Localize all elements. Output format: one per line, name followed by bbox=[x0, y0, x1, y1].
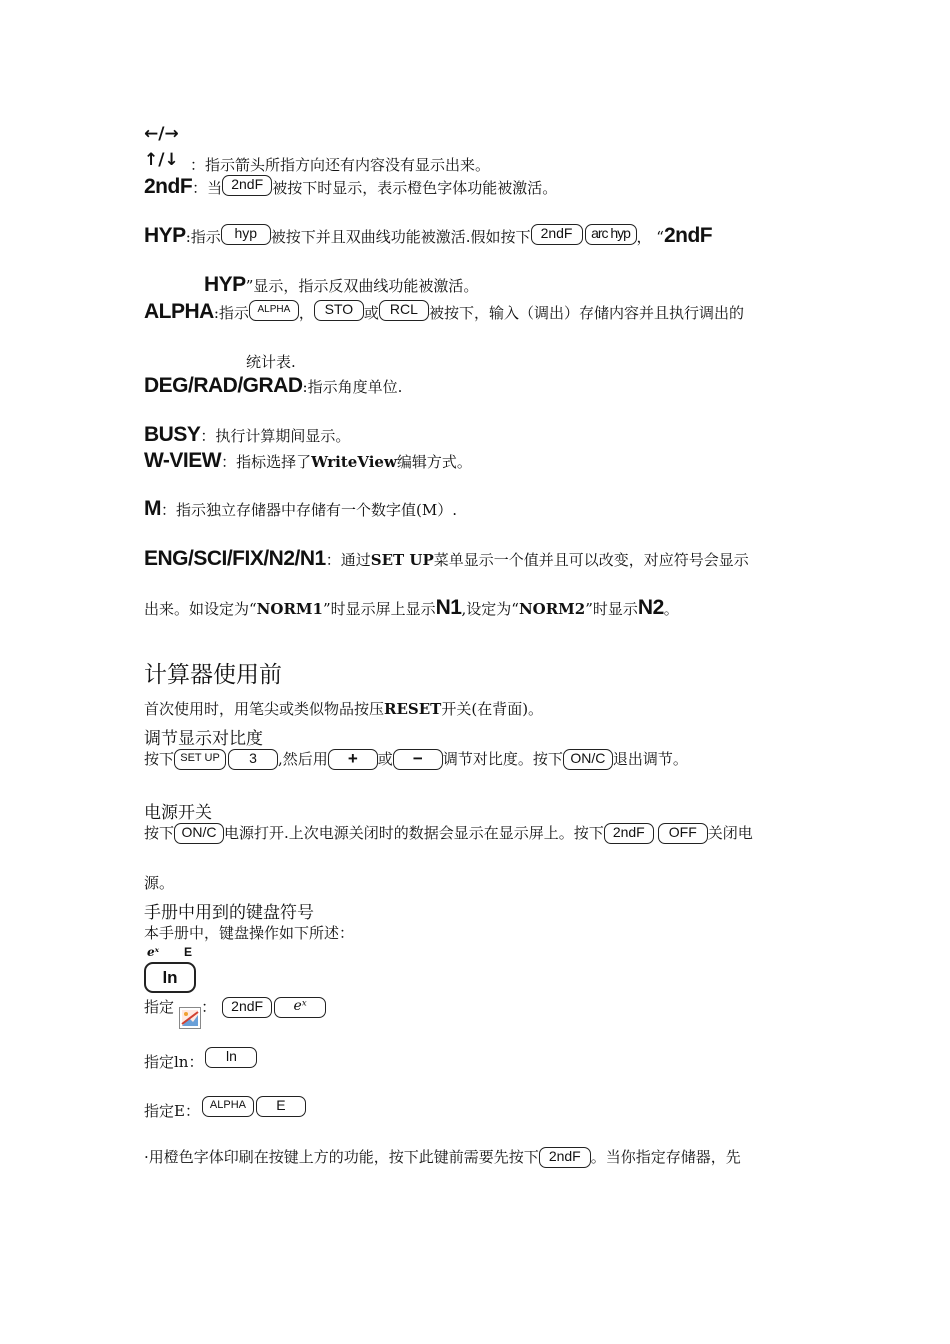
section-title-before-use: 计算器使用前 bbox=[144, 662, 282, 688]
key-2ndf: 2ndF bbox=[531, 224, 583, 245]
wview-desc-bold: WriteView bbox=[311, 453, 397, 471]
subtitle-power: 电源开关 bbox=[144, 803, 212, 823]
spec-e-row bbox=[144, 1096, 306, 1120]
second-f-desc-a: ：当 bbox=[192, 179, 223, 197]
intro-bold: RESET bbox=[384, 700, 442, 718]
spec-ex-colon: ： bbox=[201, 998, 217, 1016]
key-minus: − bbox=[393, 749, 443, 770]
m-indicator: M bbox=[144, 497, 161, 520]
key-on-c: ON/C bbox=[174, 823, 224, 844]
wview-desc-a: ：指标选择了 bbox=[221, 453, 312, 471]
hyp-row-2 bbox=[204, 273, 478, 297]
bottom-a: ·用橙色字体印刷在按键上方的功能，按下此键前需要先按下 bbox=[144, 1148, 539, 1166]
hyp-indicator-2: HYP bbox=[204, 273, 246, 296]
bottom-b: 。当你指定存储器，先 bbox=[590, 1148, 741, 1166]
second-f-desc-b: 被按下时显示，表示橙色字体功能被激活。 bbox=[272, 179, 558, 197]
intro-b: 开关(在背面)。 bbox=[441, 700, 544, 718]
arrows-up-down-symbol: ↑/↓ bbox=[144, 150, 179, 170]
n1-indicator: N1 bbox=[435, 596, 462, 619]
eng-line2-c: ,设定为“ bbox=[461, 600, 519, 618]
deg-rad-grad-indicator: DEG/RAD/GRAD bbox=[144, 374, 303, 397]
second-f-indicator: 2ndF bbox=[144, 175, 193, 198]
keys-intro: 本手册中，键盘操作如下所述： bbox=[144, 924, 355, 942]
alpha-desc-b: 被按下，输入（调出）存储内容并且执行调出的 bbox=[428, 304, 744, 322]
power-b: 电源打开.上次电源关闭时的数据会显示在显示屏上。按下 bbox=[224, 824, 604, 842]
m-desc: ：指示独立存储器中存储有一个数字值(M）. bbox=[161, 501, 457, 519]
key-2ndf: 2ndF bbox=[222, 175, 272, 196]
hyp-row bbox=[144, 224, 712, 248]
alpha-or: 或 bbox=[363, 304, 379, 322]
key-label-e: E bbox=[184, 945, 193, 959]
hyp-line2-text: ”显示，指示反双曲线功能被激活。 bbox=[245, 277, 479, 295]
eng-norm2: NORM2 bbox=[518, 600, 586, 618]
eng-line2-e: 。 bbox=[663, 600, 679, 618]
eng-desc-b: 菜单显示一个值并且可以改变，对应符号会显示 bbox=[433, 551, 749, 569]
spec-ex-label: 指定 bbox=[144, 998, 175, 1016]
contrast-or: 或 bbox=[377, 750, 393, 768]
hyp-indicator: HYP bbox=[144, 224, 186, 247]
key-alpha: ALPHA bbox=[202, 1096, 254, 1117]
key-2ndf: 2ndF bbox=[539, 1147, 591, 1168]
hyp-desc-a: :指示 bbox=[185, 228, 221, 246]
key-off: OFF bbox=[658, 823, 708, 844]
reset-intro bbox=[144, 699, 543, 719]
wview-indicator: W-VIEW bbox=[144, 449, 222, 472]
n2-indicator: N2 bbox=[637, 596, 664, 619]
key-setup: SET UP bbox=[174, 749, 226, 770]
subtitle-keyboard-symbols: 手册中用到的键盘符号 bbox=[144, 903, 314, 923]
deg-row bbox=[144, 374, 402, 398]
key-alpha: ALPHA bbox=[249, 300, 299, 321]
intro-a: 首次使用时，用笔尖或类似物品按压 bbox=[144, 700, 385, 718]
power-c: 关闭电 bbox=[707, 824, 753, 842]
contrast-row bbox=[144, 749, 688, 770]
alpha-row bbox=[144, 300, 744, 324]
deg-desc: :指示角度单位. bbox=[302, 378, 403, 396]
m-row bbox=[144, 497, 457, 521]
eng-line2-b: ”时显示屏上显示 bbox=[322, 600, 436, 618]
power-a: 按下 bbox=[144, 824, 175, 842]
spec-ln-label: 指定ln： bbox=[144, 1053, 204, 1071]
key-hyp: hyp bbox=[221, 224, 271, 245]
spec-e-label: 指定E： bbox=[144, 1102, 200, 1120]
contrast-c: 调节对比度。按下 bbox=[442, 750, 563, 768]
power-line2: 源。 bbox=[144, 874, 175, 892]
contrast-d: 退出调节。 bbox=[612, 750, 688, 768]
key-rcl: RCL bbox=[379, 300, 429, 321]
arrows-left-right-symbol: ←/→ bbox=[144, 124, 179, 144]
busy-indicator: BUSY bbox=[144, 423, 201, 446]
arrows-description: ：指示箭头所指方向还有内容没有显示出来。 bbox=[190, 156, 491, 174]
key-label-ex: eˣ bbox=[147, 945, 160, 959]
key-arc-hyp: arc hyp bbox=[585, 224, 637, 245]
alpha-line2: 统计表. bbox=[246, 353, 296, 371]
spec-ex-row bbox=[144, 997, 326, 1029]
hyp-desc-c: ， “ bbox=[636, 228, 664, 246]
key-sto: STO bbox=[314, 300, 364, 321]
spec-ln-row bbox=[144, 1047, 257, 1071]
alpha-indicator: ALPHA bbox=[144, 300, 214, 323]
bottom-row bbox=[144, 1147, 741, 1168]
busy-row bbox=[144, 423, 350, 447]
eng-line2-d: ”时显示 bbox=[585, 600, 638, 618]
alpha-desc-a: :指示 bbox=[213, 304, 249, 322]
busy-desc: ：执行计算期间显示。 bbox=[200, 427, 351, 445]
eng-sci-fix-indicator: ENG/SCI/FIX/N2/N1 bbox=[144, 547, 326, 570]
wview-row bbox=[144, 449, 472, 473]
key-2ndf: 2ndF bbox=[222, 997, 272, 1018]
eng-desc-a: ：通过 bbox=[325, 551, 371, 569]
key-e: E bbox=[256, 1096, 306, 1117]
broken-image-icon bbox=[179, 1007, 201, 1029]
eng-row-2 bbox=[144, 596, 679, 620]
hyp-desc-b: 被按下并且双曲线功能被激活.假如按下 bbox=[270, 228, 531, 246]
wview-desc-b: 编辑方式。 bbox=[396, 453, 472, 471]
key-plus: + bbox=[328, 749, 378, 770]
eng-row bbox=[144, 547, 749, 571]
hyp-2ndf-indicator: 2ndF bbox=[663, 224, 713, 247]
contrast-a: 按下 bbox=[144, 750, 175, 768]
key-ex: eˣ bbox=[274, 997, 326, 1018]
second-f-row bbox=[144, 175, 557, 199]
eng-desc-bold: SET UP bbox=[370, 551, 434, 569]
eng-norm1: NORM1 bbox=[256, 600, 323, 618]
alpha-comma: ， bbox=[298, 304, 314, 322]
key-ln: ln bbox=[205, 1047, 257, 1068]
key-3: 3 bbox=[228, 749, 278, 770]
contrast-b: ,然后用 bbox=[278, 750, 328, 768]
key-on-c: ON/C bbox=[563, 749, 613, 770]
subtitle-contrast: 调节显示对比度 bbox=[144, 729, 263, 749]
key-2ndf: 2ndF bbox=[604, 823, 654, 844]
power-row bbox=[144, 823, 753, 844]
eng-line2-a: 出来。如设定为“ bbox=[144, 600, 257, 618]
key-ln-illustration: ln bbox=[144, 962, 196, 993]
